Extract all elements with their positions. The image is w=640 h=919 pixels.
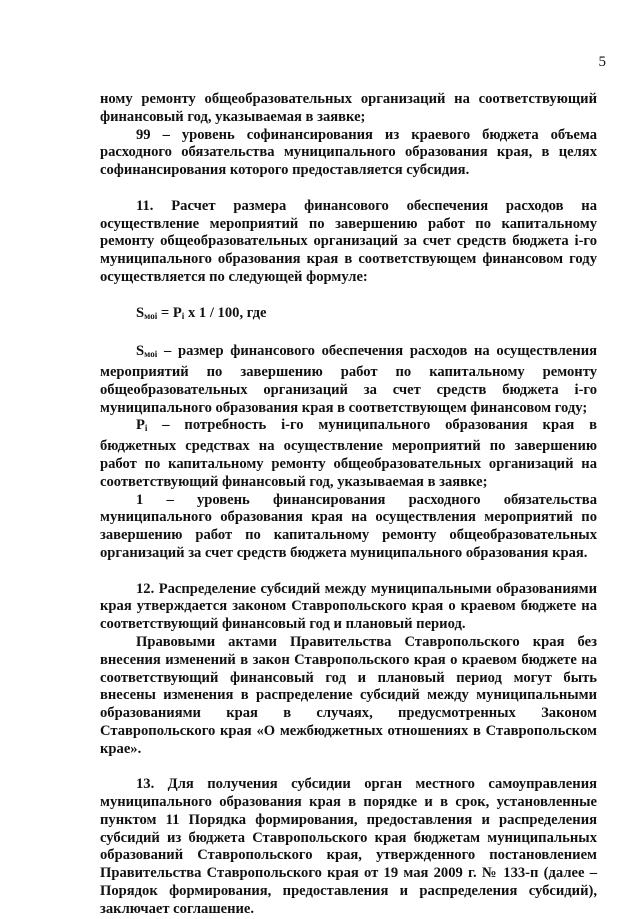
spacer (100, 287, 597, 305)
paragraph-definition-p: $P_i$ – потребность i-го муниципального образования края в бюджетных средствах на осуществление мероприятий по завершению работ по капитальному ремонту общеобразовательных организаций на соответствующий финансовый год, указываемая в заявке; (100, 417, 597, 490)
spacer (100, 325, 597, 343)
paragraph-legal-acts: Правовыми актами Правительства Ставропольского края без внесения изменений в закон Ставропольского края о краевом бюджете на соответствующий финансовый год и плановый период могут быть внесены изменения в распределение субсидий между муниципальными образованиями края в случаях, предусмотренных Законом Ставропольского края «О межбюджетных отношениях в Ставропольском крае». (100, 633, 597, 757)
paragraph-continuation: ному ремонту общеобразовательных организаций на соответствующий финансовый год, указываемая в заявке; (100, 91, 597, 125)
paragraph-section-13: 13. Для получения субсидии орган местного самоуправления муниципального образования края в порядке и в срок, установленные пунктом 11 Порядка формирования, предоставления и распределения субсидий из бюджета Ставропольского края бюджетам муниципальных образований Ставропольского края, утвержденного постановлением Правительства Ставропольского края от 19 мая 2009 г. № 133-п (далее – Порядок формирования, предоставления и распределения субсидий), заключает соглашение. (100, 776, 597, 917)
formula: $S_{мoi} = P_i$ x 1 / 100, где (136, 304, 267, 321)
spacer (100, 758, 597, 776)
document-body (100, 91, 597, 919)
spacer (100, 180, 597, 198)
paragraph-definition-1: 1 – уровень финансирования расходного обязательства муниципального образования края на осуществления мероприятий по завершению работ по капитальному ремонту общеобразовательных организаций за счет средств бюджета муниципального образования края. (100, 491, 597, 561)
paragraph-cofinancing-level: 99 – уровень софинансирования из краевого бюджета объема расходного обязательства муниципального образования края, в целях софинансирования которого предоставляется субсидия. (100, 126, 597, 179)
paragraph-section-11: 11. Расчет размера финансового обеспечения расходов на осуществление мероприятий по завершению работ по капитальному ремонту общеобразовательных организаций за счет средств бюджета i-го муниципального образования края в соответствующем финансовом году осуществляется по следующей формуле: (100, 197, 597, 285)
spacer (100, 563, 597, 581)
paragraph-definition-s: $S_{мoi}$ – размер финансового обеспечения расходов на осуществления мероприятий по завершению работ по капитальному ремонту общеобразовательных организаций за счет средств бюджета i-го муниципального образования края в соответствующем финансовом году; (100, 343, 597, 416)
page-number: 5 (598, 54, 606, 70)
paragraph-section-12: 12. Распределение субсидий между муниципальными образованиями края утверждается законом Ставропольского края о краевом бюджете на соответствующий финансовый год и плановый период. (100, 580, 597, 633)
